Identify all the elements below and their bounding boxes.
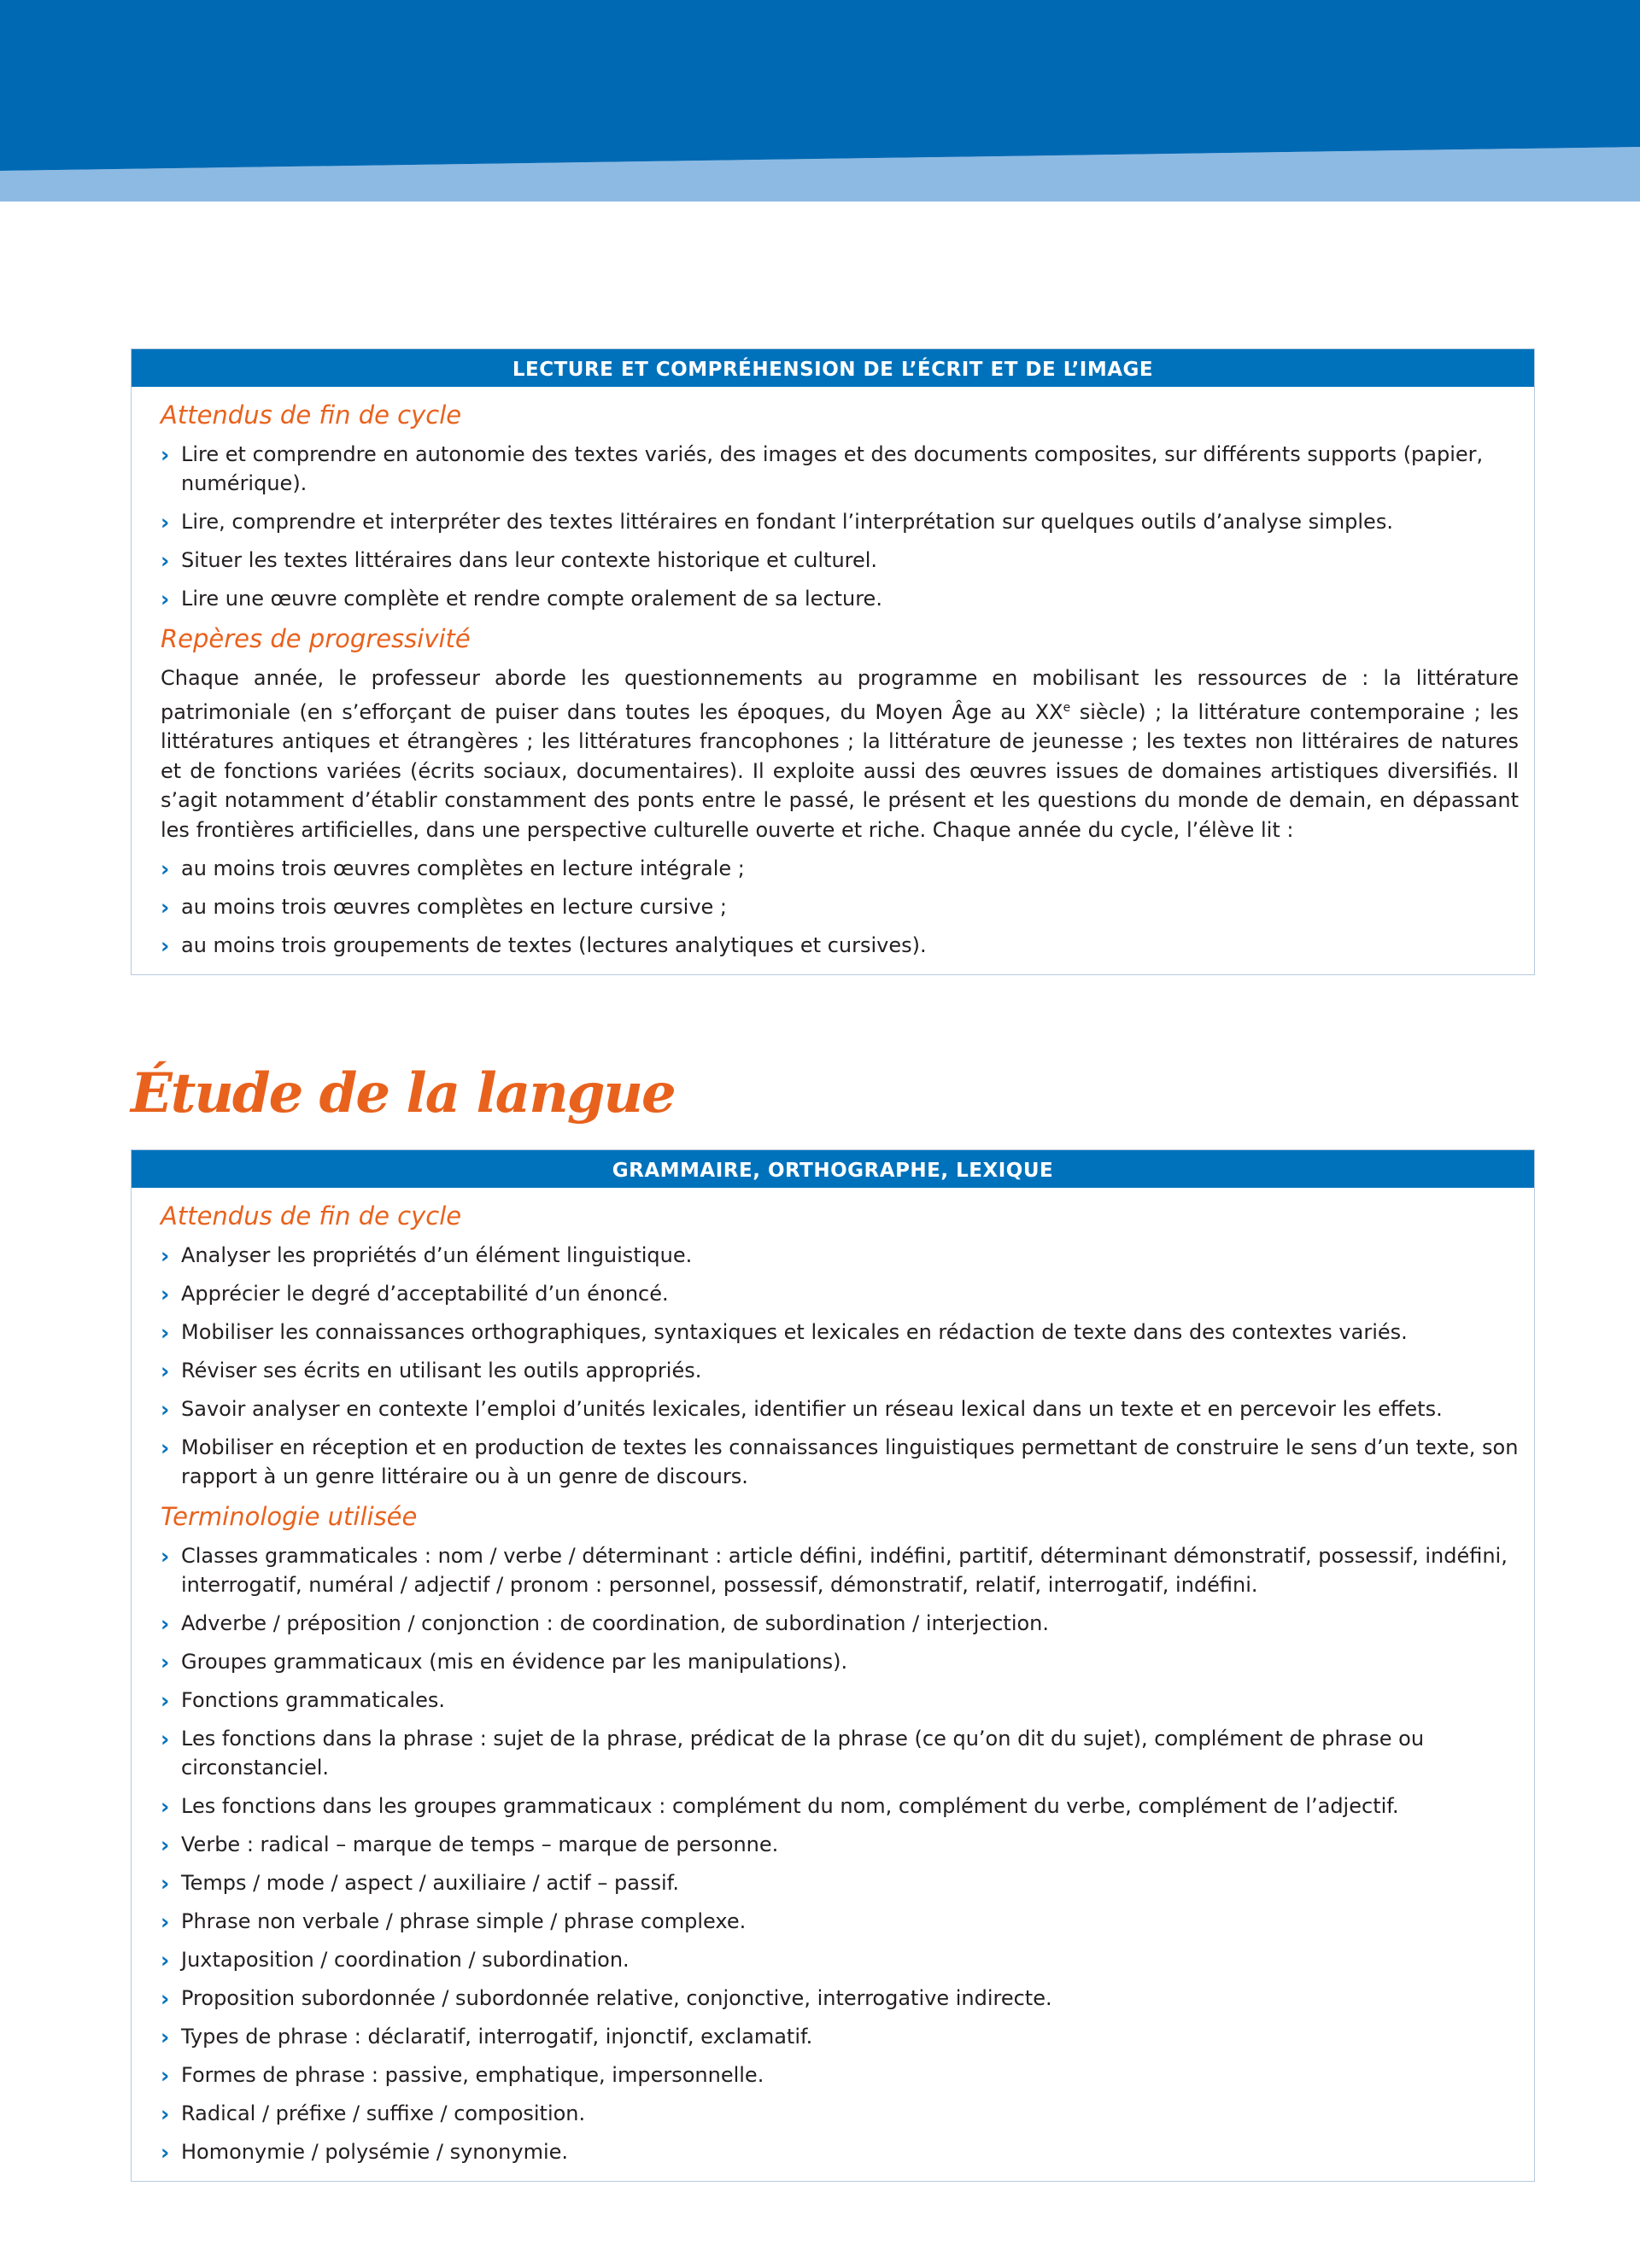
paragraph-part-a: Chaque année, le professeur aborde les questionnements au programme en mobilisant les ressources de : la littérature patrimoniale (en s’efforçant de puiser dans toutes les époques, du Moyen Âge au XX <box>161 666 1519 724</box>
list-item <box>161 2099 1519 2128</box>
list-item-text: Mobiliser les connaissances orthographiques, syntaxiques et lexicales en rédaction de texte dans des contextes variés. <box>181 1320 1408 1344</box>
chevron-right-icon: › <box>161 1435 170 1460</box>
list-item-text: Apprécier le degré d’acceptabilité d’un énoncé. <box>181 1282 669 1306</box>
grammaire-header: GRAMMAIRE, ORTHOGRAPHE, LEXIQUE <box>132 1150 1534 1188</box>
list-item-text: Fonctions grammaticales. <box>181 1688 445 1712</box>
chevron-right-icon: › <box>161 2025 170 2049</box>
list-item <box>161 1609 1519 1638</box>
list-item <box>161 546 1519 575</box>
list-item <box>161 1984 1519 2013</box>
chevron-right-icon: › <box>161 548 170 573</box>
century-superscript: e <box>1063 700 1071 715</box>
list-item-text: Réviser ses écrits en utilisant les outils appropriés. <box>181 1359 702 1382</box>
list-item <box>161 1792 1519 1821</box>
list-item <box>161 440 1519 498</box>
list-item-text: Homonymie / polysémie / synonymie. <box>181 2140 569 2164</box>
chevron-right-icon: › <box>161 1359 170 1383</box>
list-item-text: au moins trois œuvres complètes en lecture intégrale ; <box>181 856 745 880</box>
list-item <box>161 1945 1519 1974</box>
chevron-right-icon: › <box>161 1688 170 1713</box>
list-item-text: Phrase non verbale / phrase simple / phrase complexe. <box>181 1909 747 1933</box>
list-item-text: Lire et comprendre en autonomie des textes variés, des images et des documents composites, sur différents supports (papier, numérique). <box>181 442 1484 495</box>
chevron-right-icon: › <box>161 856 170 881</box>
list-item <box>161 2060 1519 2090</box>
list-item <box>161 2137 1519 2166</box>
list-item-text: Verbe : radical – marque de temps – marque de personne. <box>181 1833 779 1856</box>
chevron-right-icon: › <box>161 1650 170 1675</box>
list-item <box>161 2022 1519 2051</box>
chevron-right-icon: › <box>161 2140 170 2165</box>
reperes-subhead: Repères de progressivité <box>161 624 471 653</box>
chevron-right-icon: › <box>161 1909 170 1934</box>
attendus-subhead: Attendus de fin de cycle <box>161 400 462 430</box>
chevron-right-icon: › <box>161 510 170 535</box>
chevron-right-icon: › <box>161 1611 170 1636</box>
chevron-right-icon: › <box>161 1727 170 1751</box>
list-item-text: Juxtaposition / coordination / subordination. <box>181 1948 630 1972</box>
list-item <box>161 1433 1519 1491</box>
list-item-text: Les fonctions dans les groupes grammaticaux : complément du nom, complément du verbe, complément de l’adjectif. <box>181 1794 1399 1818</box>
list-item <box>161 584 1519 613</box>
terminologie-subhead: Terminologie utilisée <box>161 1502 418 1531</box>
list-item-text: Lire une œuvre complète et rendre compte oralement de sa lecture. <box>181 587 882 611</box>
section-title: Étude de la langue <box>131 1061 675 1125</box>
chevron-right-icon: › <box>161 1282 170 1306</box>
lecture-reperes-list <box>161 854 1519 960</box>
chevron-right-icon: › <box>161 1794 170 1819</box>
lecture-header: LECTURE ET COMPRÉHENSION DE L’ÉCRIT ET DE L’IMAGE <box>132 349 1534 387</box>
list-item-text: Savoir analyser en contexte l’emploi d’unités lexicales, identifier un réseau lexical dans un texte et en percevoir les effets. <box>181 1397 1443 1421</box>
list-item <box>161 1279 1519 1308</box>
attendus-subhead: Attendus de fin de cycle <box>161 1201 462 1230</box>
list-item-text: Lire, comprendre et interpréter des textes littéraires en fondant l’interprétation sur quelques outils d’analyse simples. <box>181 510 1393 534</box>
list-item-text: Situer les textes littéraires dans leur contexte historique et culturel. <box>181 548 878 572</box>
reperes-paragraph <box>161 663 1519 845</box>
list-item-text: Proposition subordonnée / subordonnée relative, conjonctive, interrogative indirecte. <box>181 1986 1052 2010</box>
list-item <box>161 1394 1519 1423</box>
list-item <box>161 1241 1519 1270</box>
chevron-right-icon: › <box>161 442 170 467</box>
list-item-text: Types de phrase : déclaratif, interrogatif, injonctif, exclamatif. <box>181 2025 813 2049</box>
list-item-text: au moins trois groupements de textes (lectures analytiques et cursives). <box>181 933 927 957</box>
list-item <box>161 1830 1519 1859</box>
list-item <box>161 892 1519 921</box>
chevron-right-icon: › <box>161 1544 170 1569</box>
paragraph-part-b: siècle) ; la littérature contemporaine ; les littératures antiques et étrangères ; les littératures francophones ; la littérature de jeunesse ; les textes non littéraires de natures et de fonctions variées (écrits sociaux, documentaires). Il exploite aussi des œuvres issues de domaines artistiques diversifiés. Il s’agit notamment d’établir constamment des ponts entre le passé, le présent et les questions du monde de demain, en dépassant les frontières artificielles, dans une perspective culturelle ouverte et riche. Chaque année du cycle, l’élève lit : <box>161 699 1519 842</box>
chevron-right-icon: › <box>161 2063 170 2088</box>
chevron-right-icon: › <box>161 587 170 611</box>
list-item-text: Adverbe / préposition / conjonction : de coordination, de subordination / interjection. <box>181 1611 1050 1635</box>
list-item-text: Analyser les propriétés d’un élément linguistique. <box>181 1243 693 1267</box>
list-item <box>161 1907 1519 1936</box>
list-item <box>161 1318 1519 1347</box>
chevron-right-icon: › <box>161 1948 170 1973</box>
chevron-right-icon: › <box>161 1243 170 1268</box>
grammaire-block <box>131 1149 1535 2182</box>
banner-dark-band <box>0 0 1640 171</box>
terminologie-list <box>161 1541 1519 2166</box>
list-item <box>161 1724 1519 1782</box>
chevron-right-icon: › <box>161 2101 170 2126</box>
list-item <box>161 507 1519 536</box>
chevron-right-icon: › <box>161 1397 170 1422</box>
list-item <box>161 1686 1519 1715</box>
lecture-block <box>131 348 1535 975</box>
list-item-text: au moins trois œuvres complètes en lecture cursive ; <box>181 895 728 919</box>
list-item <box>161 1541 1519 1599</box>
list-item-text: Formes de phrase : passive, emphatique, impersonnelle. <box>181 2063 764 2087</box>
list-item-text: Les fonctions dans la phrase : sujet de la phrase, prédicat de la phrase (ce qu’on dit du sujet), complément de phrase ou circonstanciel. <box>181 1727 1425 1780</box>
top-banner <box>0 0 1640 205</box>
chevron-right-icon: › <box>161 1871 170 1896</box>
chevron-right-icon: › <box>161 1833 170 1857</box>
list-item-text: Radical / préfixe / suffixe / composition. <box>181 2101 586 2125</box>
lecture-attendus-list <box>161 440 1519 613</box>
chevron-right-icon: › <box>161 895 170 920</box>
list-item-text: Groupes grammaticaux (mis en évidence par les manipulations). <box>181 1650 848 1674</box>
list-item <box>161 1647 1519 1676</box>
list-item-text: Temps / mode / aspect / auxiliaire / actif – passif. <box>181 1871 679 1895</box>
chevron-right-icon: › <box>161 1320 170 1345</box>
list-item <box>161 1868 1519 1897</box>
list-item-text: Mobiliser en réception et en production de textes les connaissances linguistiques permettant de construire le sens d’un texte, son rapport à un genre littéraire ou à un genre de discours. <box>181 1435 1519 1488</box>
chevron-right-icon: › <box>161 933 170 958</box>
grammaire-attendus-list <box>161 1241 1519 1491</box>
list-item <box>161 1356 1519 1385</box>
list-item <box>161 854 1519 883</box>
list-item-text: Classes grammaticales : nom / verbe / déterminant : article défini, indéfini, partitif, déterminant démonstratif, possessif, indéfini, interrogatif, numéral / adjectif / pronom : personnel, possessif, démonstratif, relatif, interrogatif, indéfini. <box>181 1544 1508 1597</box>
chevron-right-icon: › <box>161 1986 170 2011</box>
list-item <box>161 931 1519 960</box>
